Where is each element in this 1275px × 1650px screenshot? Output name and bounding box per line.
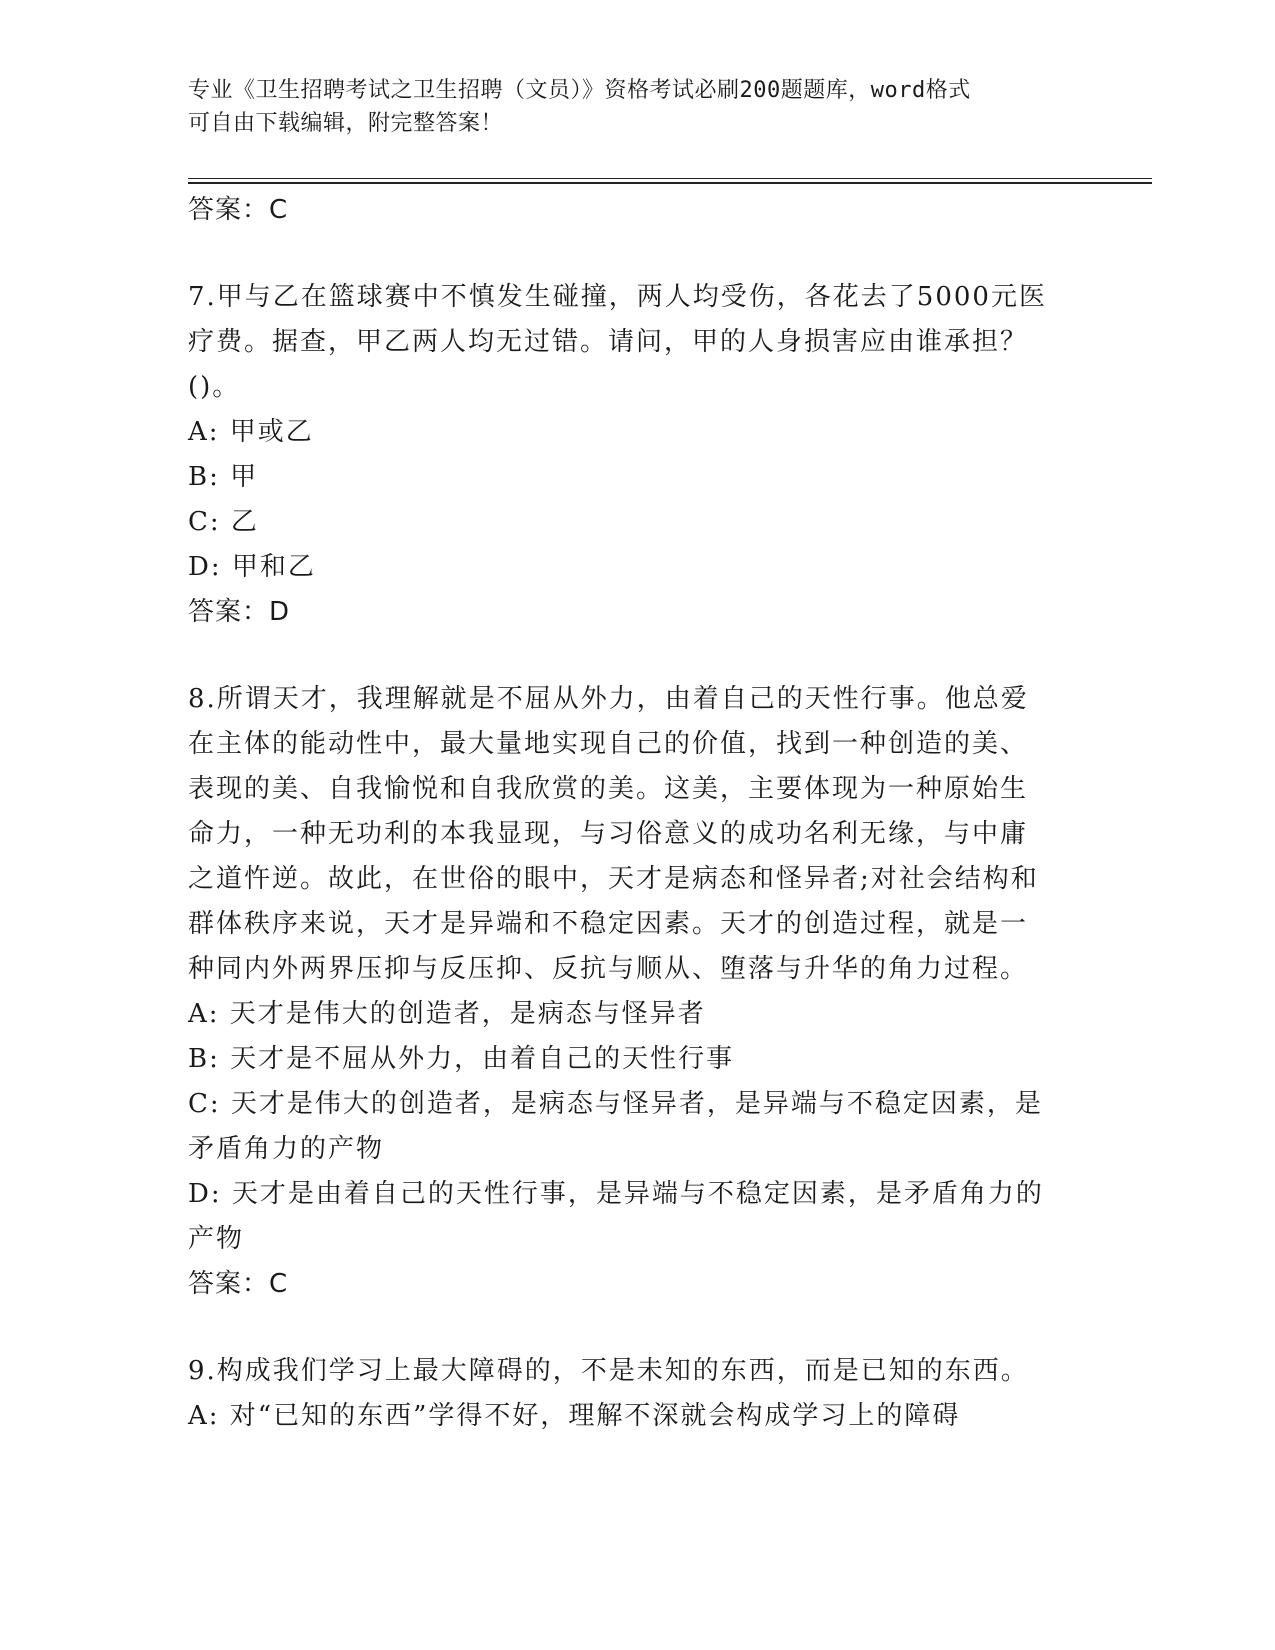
spacer — [188, 635, 1088, 677]
question-7-line-1: 7.甲与乙在篮球赛中不慎发生碰撞，两人均受伤，各花去了5000元医 — [188, 282, 1047, 312]
question-8-option-c-line-2: 矛盾角力的产物 — [188, 1134, 385, 1164]
question-7-line-3: ()。 — [188, 372, 241, 402]
question-8-line-4: 命力，一种无功利的本我显现，与习俗意义的成功名利无缘，与中庸 — [188, 819, 1029, 849]
question-9-line-1: 9.构成我们学习上最大障碍的，不是未知的东西，而是已知的东西。 — [188, 1356, 1029, 1386]
spacer — [188, 233, 1088, 275]
header-rule-thin — [188, 178, 1152, 179]
question-8 — [188, 677, 1088, 1307]
question-8-option-b: B: 天才是不屈从外力，由着自己的天性行事 — [188, 1044, 735, 1074]
question-content — [188, 188, 1088, 1439]
question-7-answer: 答案：D — [188, 597, 291, 627]
question-8-line-7: 种同内外两界压抑与反压抑、反抗与顺从、堕落与升华的角力过程。 — [188, 954, 1029, 984]
question-9 — [188, 1349, 1088, 1439]
spacer — [188, 1307, 1088, 1349]
question-7-option-c: C: 乙 — [188, 507, 259, 537]
previous-answer: 答案：C — [188, 195, 289, 225]
page-header — [188, 74, 1068, 140]
question-9-option-a: A: 对“已知的东西”学得不好，理解不深就会构成学习上的障碍 — [188, 1401, 961, 1431]
question-8-option-a: A: 天才是伟大的创造者，是病态与怪异者 — [188, 999, 706, 1029]
question-8-line-3: 表现的美、自我愉悦和自我欣赏的美。这美，主要体现为一种原始生 — [188, 774, 1029, 804]
question-7-line-2: 疗费。据查，甲乙两人均无过错。请问，甲的人身损害应由谁承担？ — [188, 327, 1029, 357]
question-8-line-1: 8.所谓天才，我理解就是不屈从外力，由着自己的天性行事。他总爱 — [188, 684, 1029, 714]
question-8-option-d-line-1: D: 天才是由着自己的天性行事，是异端与不稳定因素，是矛盾角力的 — [188, 1179, 1044, 1209]
question-8-answer: 答案：C — [188, 1269, 289, 1299]
question-7-option-b: B: 甲 — [188, 462, 259, 492]
question-8-line-2: 在主体的能动性中，最大量地实现自己的价值，找到一种创造的美、 — [188, 729, 1029, 759]
header-rule-thick — [188, 182, 1152, 184]
question-8-line-5: 之道忤逆。故此，在世俗的眼中，天才是病态和怪异者;对社会结构和 — [188, 864, 1039, 894]
question-7 — [188, 275, 1088, 635]
question-8-option-c-line-1: C: 天才是伟大的创造者，是病态与怪异者，是异端与不稳定因素，是 — [188, 1089, 1043, 1119]
question-8-line-6: 群体秩序来说，天才是异端和不稳定因素。天才的创造过程，就是一 — [188, 909, 1029, 939]
question-8-option-d-line-2: 产物 — [188, 1224, 245, 1254]
header-line-1: 专业《卫生招聘考试之卫生招聘（文员）》资格考试必刷200题题库，word格式 — [188, 78, 971, 103]
header-line-2: 可自由下载编辑，附完整答案！ — [188, 111, 504, 136]
question-7-option-d: D: 甲和乙 — [188, 552, 316, 582]
question-7-option-a: A: 甲或乙 — [188, 417, 314, 447]
